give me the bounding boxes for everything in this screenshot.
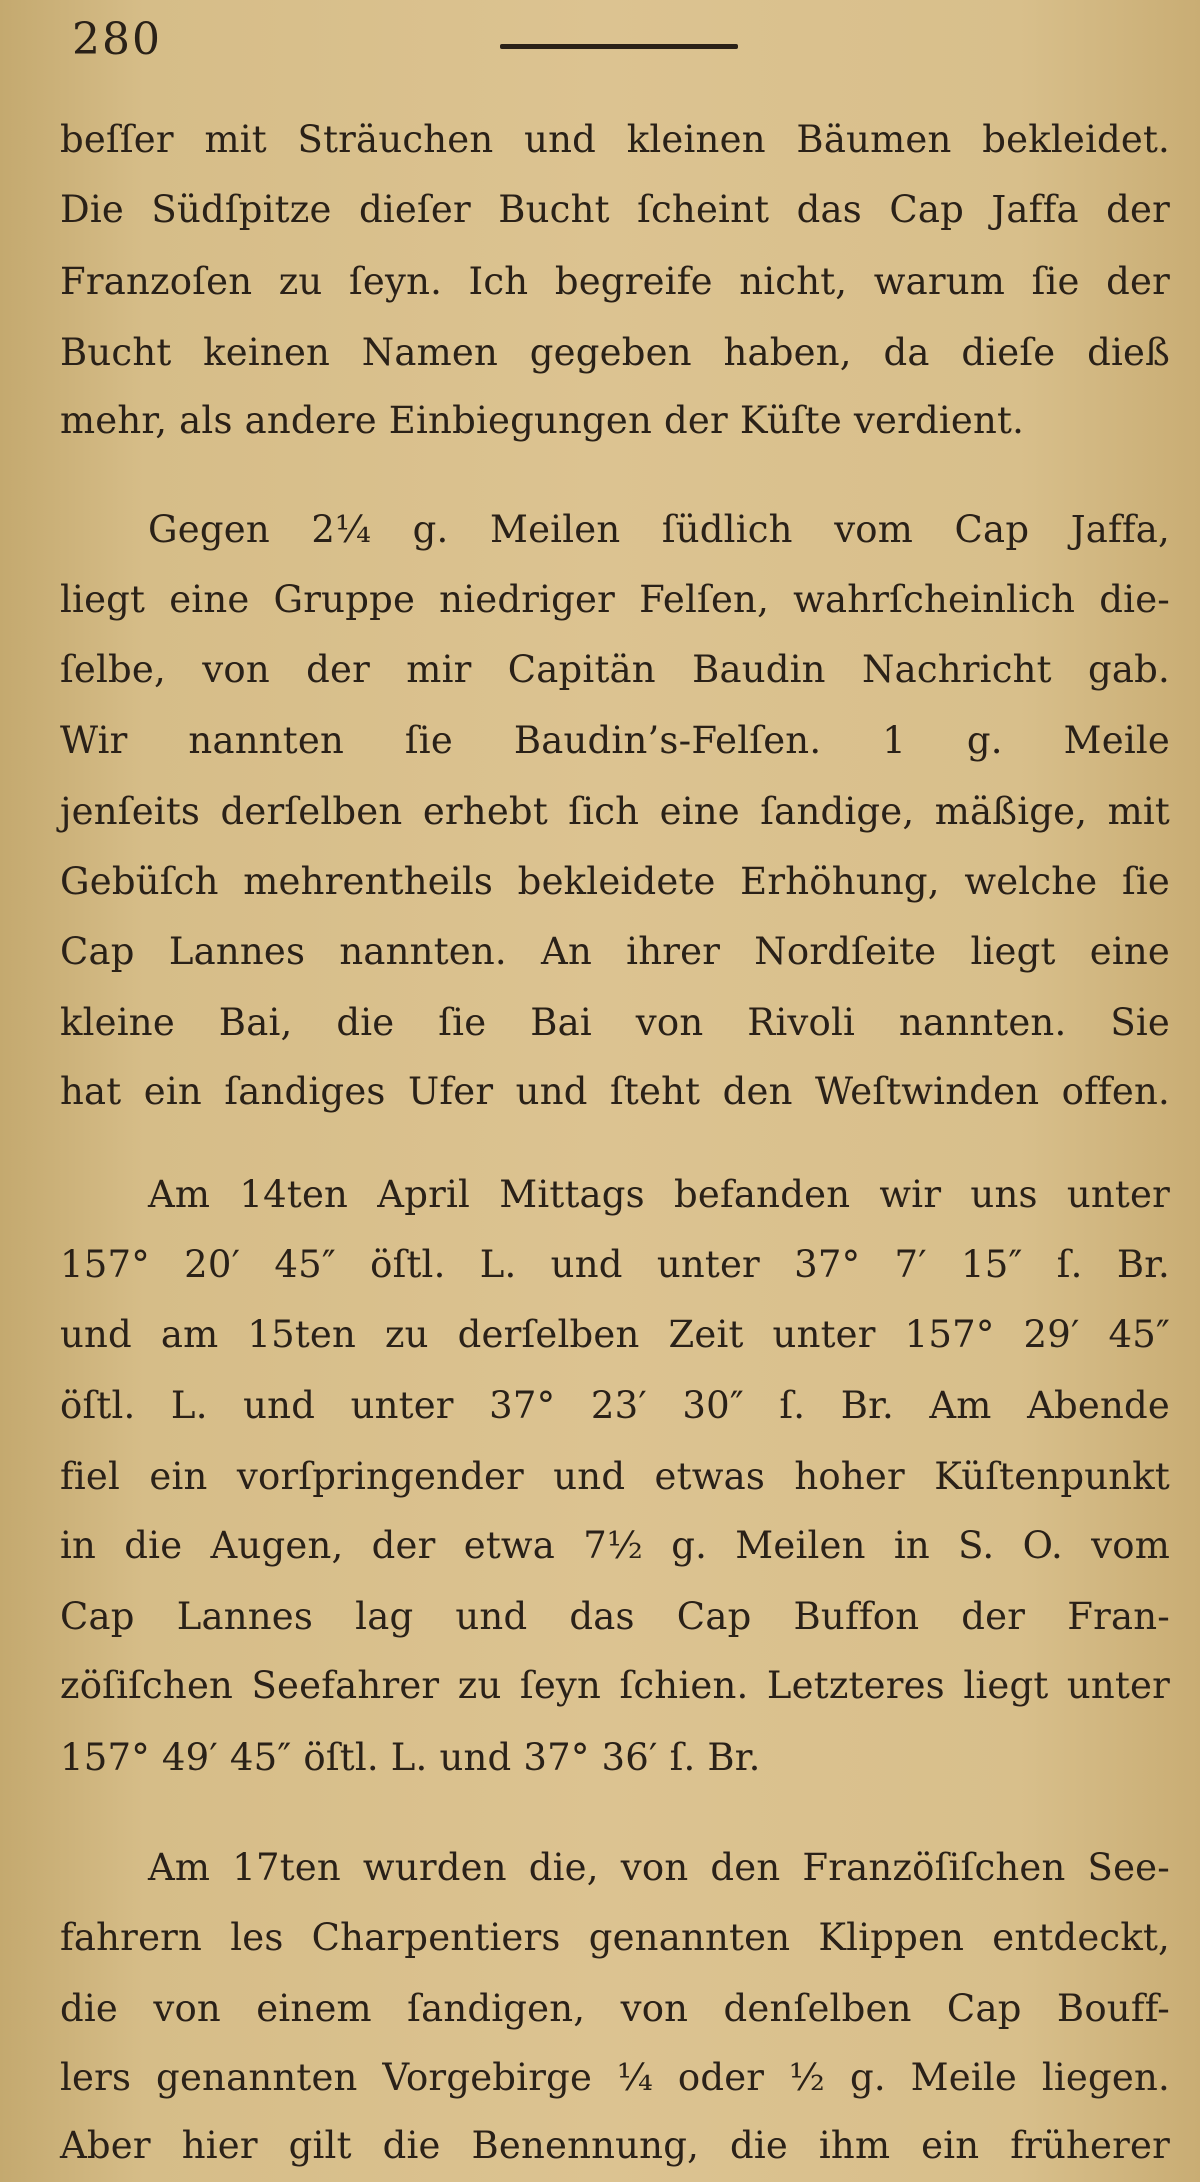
text-line: liegt eine Gruppe niedriger Felſen, wahrſcheinlich die-	[60, 578, 1170, 621]
text-line: lers genannten Vorgebirge ¼ oder ½ g. Meile liegen.	[60, 2056, 1170, 2099]
text-line: beſſer mit Sträuchen und kleinen Bäumen bekleidet.	[60, 118, 1170, 161]
text-line: kleine Bai, die ſie Bai von Rivoli nannten. Sie	[60, 1001, 1170, 1044]
text-line: 157° 20′ 45″ öſtl. L. und unter 37° 7′ 15″ ſ. Br.	[60, 1243, 1170, 1286]
text-line: Gebüſch mehrentheils bekleidete Erhöhung, welche ſie	[60, 860, 1170, 903]
text-line: Am 17ten wurden die, von den Franzöſiſchen See-	[148, 1846, 1170, 1889]
text-line: 157° 49′ 45″ öſtl. L. und 37° 36′ ſ. Br.	[60, 1736, 761, 1779]
text-line: mehr, als andere Einbiegungen der Küſte verdient.	[60, 399, 1025, 442]
text-line: fiel ein vorſpringender und etwas hoher Küſtenpunkt	[60, 1455, 1170, 1498]
text-line: Aber hier gilt die Benennung, die ihm ein früherer	[60, 2124, 1170, 2167]
text-line: in die Augen, der etwa 7½ g. Meilen in S. O. vom	[60, 1524, 1170, 1567]
text-line: zöſiſchen Seefahrer zu ſeyn ſchien. Letzteres liegt unter	[60, 1664, 1170, 1707]
text-line: Wir nannten ſie Baudin’s-Felſen. 1 g. Meile	[60, 719, 1170, 762]
page-number: 280	[72, 14, 162, 65]
text-line: fahrern les Charpentiers genannten Klippen entdeckt,	[60, 1916, 1170, 1959]
text-line: ſelbe, von der mir Capitän Baudin Nachricht gab.	[60, 648, 1170, 691]
header-rule	[500, 44, 738, 49]
text-line: Cap Lannes nannten. An ihrer Nordſeite liegt eine	[60, 930, 1170, 973]
text-line: und am 15ten zu derſelben Zeit unter 157° 29′ 45″	[60, 1313, 1170, 1356]
text-line: Bucht keinen Namen gegeben haben, da dieſe dieß	[60, 331, 1170, 374]
text-line: Gegen 2¼ g. Meilen ſüdlich vom Cap Jaffa,	[148, 508, 1170, 551]
text-line: Am 14ten April Mittags befanden wir uns unter	[148, 1173, 1170, 1216]
text-line: hat ein ſandiges Ufer und ſteht den Weſtwinden offen.	[60, 1070, 1170, 1113]
text-line: Franzoſen zu ſeyn. Ich begreife nicht, warum ſie der	[60, 260, 1170, 303]
text-line: Die Südſpitze dieſer Bucht ſcheint das Cap Jaffa der	[60, 188, 1170, 231]
text-line: jenſeits derſelben erhebt ſich eine ſandige, mäßige, mit	[60, 790, 1170, 833]
text-line: die von einem ſandigen, von denſelben Cap Bouff-	[60, 1987, 1170, 2030]
text-line: öſtl. L. und unter 37° 23′ 30″ ſ. Br. Am Abende	[60, 1384, 1170, 1427]
text-line: Cap Lannes lag und das Cap Buffon der Fran-	[60, 1595, 1170, 1638]
